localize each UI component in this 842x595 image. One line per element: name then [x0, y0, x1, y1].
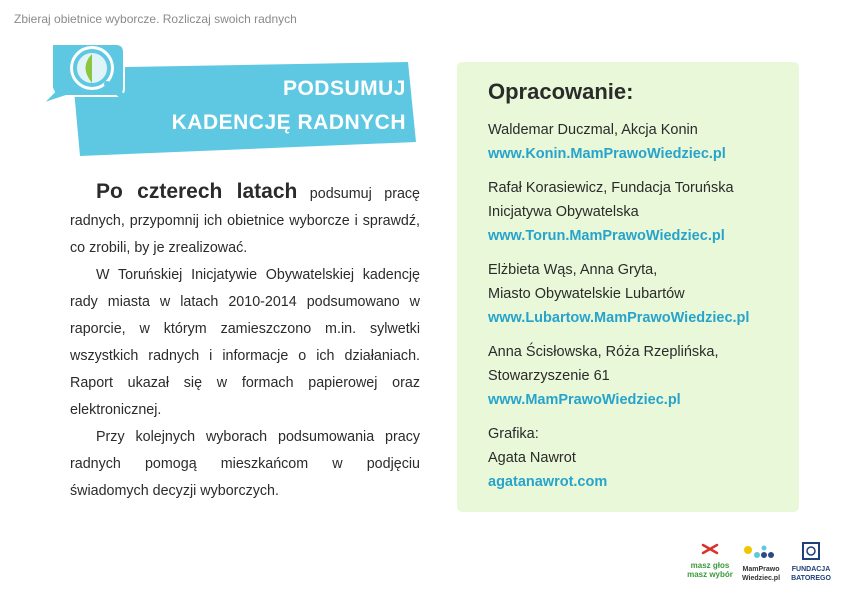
banner-title-line1: PODSUMUJ — [282, 77, 406, 100]
body-text — [70, 178, 420, 505]
credit-line: Inicjatywa Obywatelska — [488, 204, 639, 220]
mam-prawo-wiedziec-logo — [738, 542, 784, 583]
body-paragraph-3: Przy kolejnych wyborach podsumowania pracy radnych pomogą mieszkańcom w podjęciu świadomych decyzji wyborczych. — [70, 429, 420, 499]
banner-title-line2: KADENCJĘ RADNYCH — [171, 111, 406, 134]
masz-glos-logo — [682, 542, 738, 579]
credit-entry — [488, 340, 788, 412]
banner-title — [172, 72, 406, 140]
credit-entry — [488, 118, 788, 166]
credit-line: Grafika: — [488, 426, 539, 442]
header-tagline: Zbieraj obietnice wyborcze. Rozliczaj swoich radnych — [14, 12, 297, 26]
magnifier-speech-bubble-icon — [38, 38, 138, 112]
credit-link[interactable]: www.Lubartow.MamPrawoWiedziec.pl — [488, 310, 750, 326]
masz-glos-text-2: masz wybór — [687, 570, 733, 579]
credit-line: Anna Ścisłowska, Róża Rzeplińska, — [488, 344, 719, 360]
credit-line: Elżbieta Wąs, Anna Gryta, — [488, 262, 658, 278]
credits-title: Opracowanie: — [488, 79, 634, 104]
credit-link[interactable]: agatanawrot.com — [488, 474, 608, 490]
credit-line: Stowarzyszenie 61 — [488, 368, 610, 384]
partner-logos — [682, 542, 832, 586]
credit-line: Agata Nawrot — [488, 450, 576, 466]
credit-line: Miasto Obywatelskie Lubartów — [488, 286, 685, 302]
mpw-text-2: Wiedziec.pl — [741, 575, 781, 582]
credit-link[interactable]: www.Torun.MamPrawoWiedziec.pl — [488, 228, 725, 244]
credit-line: Rafał Korasiewicz, Fundacja Toruńska — [488, 180, 734, 196]
fundacja-batorego-logo — [790, 542, 832, 583]
fb-text-1: FUNDACJA — [791, 566, 831, 573]
body-paragraph-1 — [70, 178, 420, 262]
ballot-icon — [700, 542, 720, 556]
fb-text-2: BATOREGO — [791, 575, 831, 582]
masz-glos-text-1: masz głos — [690, 561, 730, 570]
credit-link[interactable]: www.MamPrawoWiedziec.pl — [488, 392, 681, 408]
mpw-text-1: MamPrawo — [742, 566, 780, 573]
body-lead: Po czterech latach — [96, 180, 298, 203]
credit-link[interactable]: www.Konin.MamPrawoWiedziec.pl — [488, 146, 726, 162]
credit-entry — [488, 258, 788, 330]
credit-entry — [488, 176, 788, 248]
credit-line: Waldemar Duczmal, Akcja Konin — [488, 122, 698, 138]
body-paragraph-2: W Toruńskiej Inicjatywie Obywatelskiej kadencję rady miasta w latach 2010-2014 podsumowano w raporcie, w którym zamieszczono m.in. sylwetki wszystkich radnych i informacje o ich działaniach. Raport ukazał się w formach papierowej oraz elektronicznej. — [70, 267, 420, 418]
credits-content — [488, 80, 788, 504]
credit-entry — [488, 422, 788, 494]
batory-emblem-icon — [802, 542, 820, 560]
credits-panel — [457, 62, 799, 512]
people-dots-icon — [743, 542, 779, 560]
body-paragraph-1-rest: podsumuj pracę radnych, przypomnij ich obietnice wyborcze i sprawdź, co zrobili, by je zrealizować. — [70, 186, 421, 256]
